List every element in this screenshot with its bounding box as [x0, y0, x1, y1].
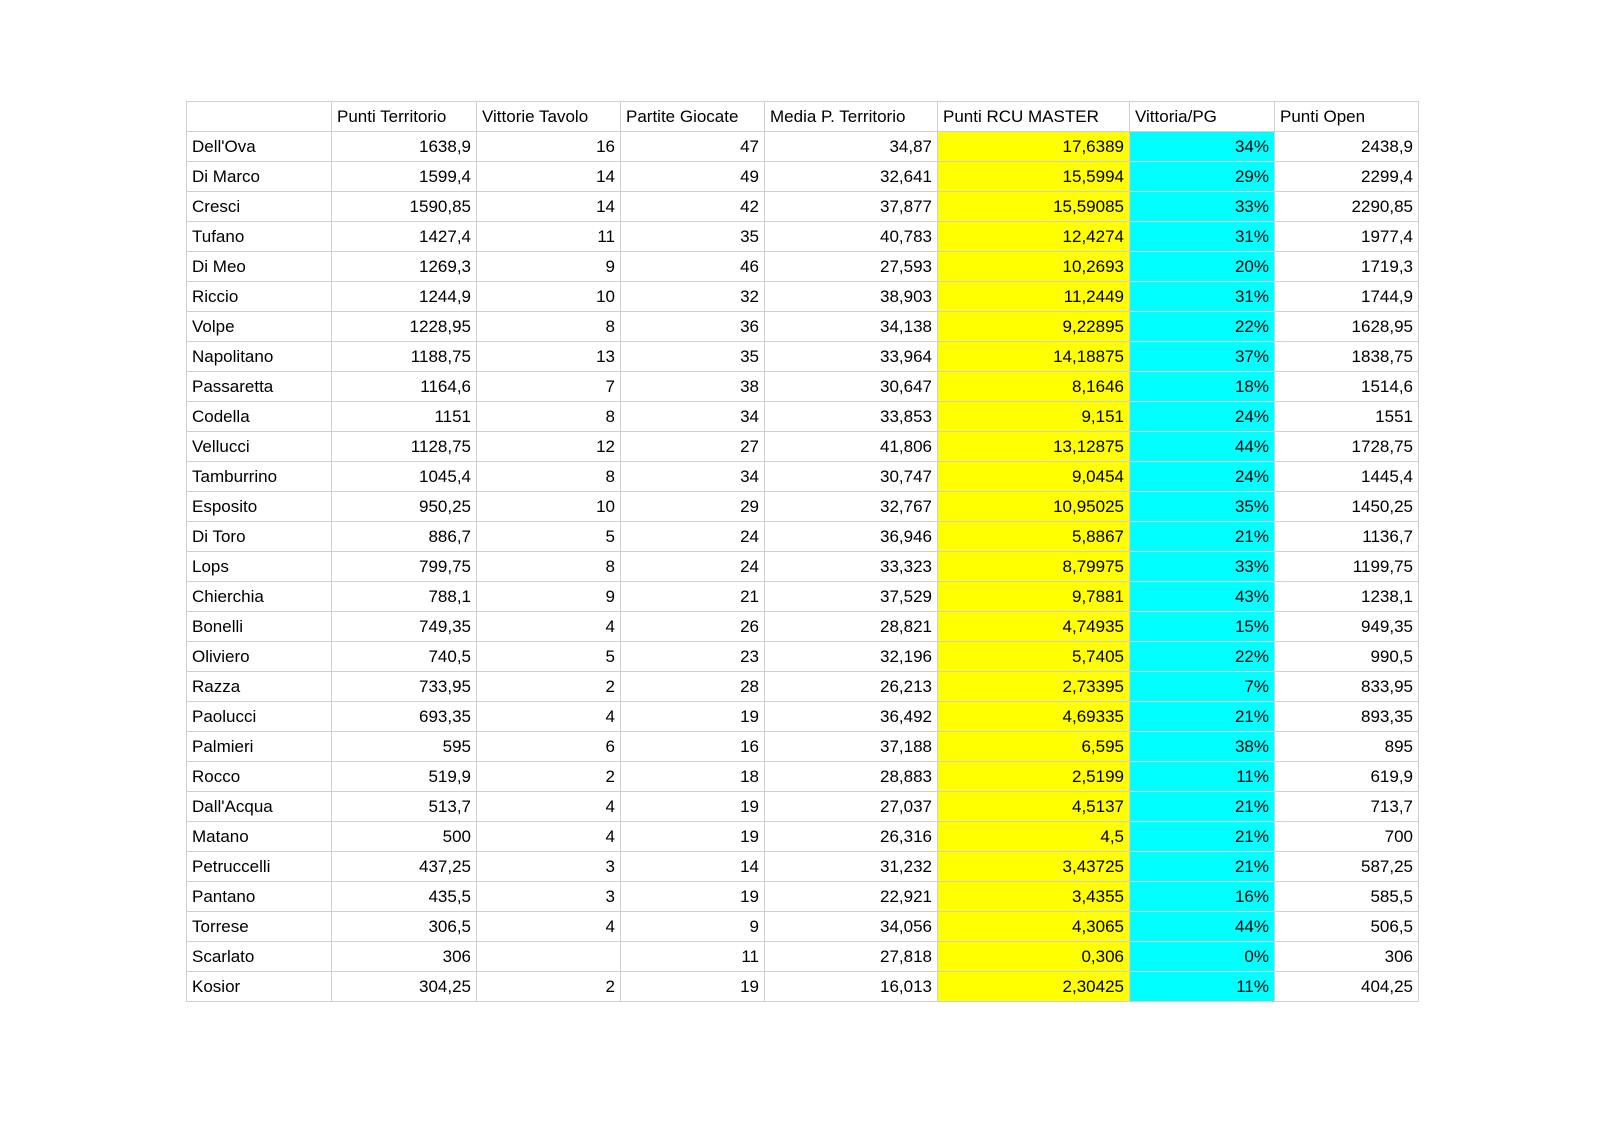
cell-punti-rcu-master[interactable]: 14,18875: [938, 342, 1130, 372]
cell-partite-giocate[interactable]: 42: [621, 192, 765, 222]
cell-media-territorio[interactable]: 32,641: [765, 162, 938, 192]
header-cell-punti-open[interactable]: Punti Open: [1275, 102, 1419, 132]
cell-media-territorio[interactable]: 41,806: [765, 432, 938, 462]
cell-media-territorio[interactable]: 27,818: [765, 942, 938, 972]
cell-punti-rcu-master[interactable]: 4,3065: [938, 912, 1130, 942]
cell-partite-giocate[interactable]: 34: [621, 402, 765, 432]
table-row: [187, 792, 1419, 822]
cell-punti-rcu-master[interactable]: 5,8867: [938, 522, 1130, 552]
cell-punti-territorio[interactable]: 1599,4: [332, 162, 477, 192]
cell-vittorie-tavolo[interactable]: 4: [477, 912, 621, 942]
cell-punti-territorio[interactable]: 1590,85: [332, 192, 477, 222]
cell-punti-territorio[interactable]: 500: [332, 822, 477, 852]
cell-vittoria-pg[interactable]: 31%: [1130, 222, 1275, 252]
cell-partite-giocate[interactable]: 35: [621, 342, 765, 372]
table-row: [187, 312, 1419, 342]
cell-punti-territorio[interactable]: 435,5: [332, 882, 477, 912]
cell-player-name[interactable]: Bonelli: [187, 612, 332, 642]
cell-player-name[interactable]: Chierchia: [187, 582, 332, 612]
header-cell-vittoria-pg[interactable]: Vittoria/PG: [1130, 102, 1275, 132]
cell-vittorie-tavolo[interactable]: 10: [477, 282, 621, 312]
cell-punti-rcu-master[interactable]: 9,22895: [938, 312, 1130, 342]
cell-player-name[interactable]: Scarlato: [187, 942, 332, 972]
cell-punti-rcu-master[interactable]: 4,69335: [938, 702, 1130, 732]
table-row: [187, 612, 1419, 642]
cell-vittorie-tavolo[interactable]: 4: [477, 612, 621, 642]
cell-punti-territorio[interactable]: 693,35: [332, 702, 477, 732]
cell-punti-open[interactable]: 2438,9: [1275, 132, 1419, 162]
cell-player-name[interactable]: Torrese: [187, 912, 332, 942]
cell-partite-giocate[interactable]: 26: [621, 612, 765, 642]
cell-player-name[interactable]: Kosior: [187, 972, 332, 1002]
cell-vittorie-tavolo[interactable]: 2: [477, 762, 621, 792]
cell-partite-giocate[interactable]: 11: [621, 942, 765, 972]
cell-punti-rcu-master[interactable]: 2,73395: [938, 672, 1130, 702]
cell-media-territorio[interactable]: 22,921: [765, 882, 938, 912]
cell-punti-territorio[interactable]: 304,25: [332, 972, 477, 1002]
cell-punti-open[interactable]: 1744,9: [1275, 282, 1419, 312]
cell-punti-territorio[interactable]: 733,95: [332, 672, 477, 702]
cell-punti-territorio[interactable]: 1427,4: [332, 222, 477, 252]
cell-punti-rcu-master[interactable]: 15,5994: [938, 162, 1130, 192]
cell-partite-giocate[interactable]: 18: [621, 762, 765, 792]
cell-player-name[interactable]: Esposito: [187, 492, 332, 522]
cell-vittorie-tavolo[interactable]: 9: [477, 252, 621, 282]
cell-vittoria-pg[interactable]: 16%: [1130, 882, 1275, 912]
cell-punti-territorio[interactable]: 1638,9: [332, 132, 477, 162]
cell-punti-rcu-master[interactable]: 10,2693: [938, 252, 1130, 282]
cell-vittorie-tavolo[interactable]: 6: [477, 732, 621, 762]
table-row: [187, 702, 1419, 732]
table-row: [187, 942, 1419, 972]
cell-player-name[interactable]: Dell'Ova: [187, 132, 332, 162]
table-row: [187, 342, 1419, 372]
cell-punti-open[interactable]: 2290,85: [1275, 192, 1419, 222]
cell-vittorie-tavolo[interactable]: 8: [477, 402, 621, 432]
cell-punti-open[interactable]: 1450,25: [1275, 492, 1419, 522]
cell-punti-open[interactable]: 587,25: [1275, 852, 1419, 882]
cell-player-name[interactable]: Matano: [187, 822, 332, 852]
cell-player-name[interactable]: Cresci: [187, 192, 332, 222]
cell-vittoria-pg[interactable]: 22%: [1130, 312, 1275, 342]
cell-vittorie-tavolo[interactable]: 5: [477, 642, 621, 672]
cell-media-territorio[interactable]: 34,87: [765, 132, 938, 162]
cell-punti-rcu-master[interactable]: 9,7881: [938, 582, 1130, 612]
cell-punti-territorio[interactable]: 1244,9: [332, 282, 477, 312]
cell-partite-giocate[interactable]: 9: [621, 912, 765, 942]
cell-punti-open[interactable]: 2299,4: [1275, 162, 1419, 192]
cell-punti-open[interactable]: 990,5: [1275, 642, 1419, 672]
cell-vittorie-tavolo[interactable]: 12: [477, 432, 621, 462]
cell-punti-rcu-master[interactable]: 2,30425: [938, 972, 1130, 1002]
table-row: [187, 822, 1419, 852]
cell-player-name[interactable]: Napolitano: [187, 342, 332, 372]
cell-vittorie-tavolo[interactable]: 14: [477, 192, 621, 222]
cell-punti-territorio[interactable]: 1045,4: [332, 462, 477, 492]
cell-punti-open[interactable]: 1199,75: [1275, 552, 1419, 582]
cell-punti-open[interactable]: 1514,6: [1275, 372, 1419, 402]
cell-player-name[interactable]: Di Meo: [187, 252, 332, 282]
header-cell-punti-territorio[interactable]: Punti Territorio: [332, 102, 477, 132]
cell-vittoria-pg[interactable]: 22%: [1130, 642, 1275, 672]
cell-punti-open[interactable]: 585,5: [1275, 882, 1419, 912]
cell-media-territorio[interactable]: 26,213: [765, 672, 938, 702]
table-row: [187, 492, 1419, 522]
cell-player-name[interactable]: Riccio: [187, 282, 332, 312]
cell-media-territorio[interactable]: 34,138: [765, 312, 938, 342]
cell-partite-giocate[interactable]: 14: [621, 852, 765, 882]
cell-media-territorio[interactable]: 28,821: [765, 612, 938, 642]
cell-punti-open[interactable]: 1719,3: [1275, 252, 1419, 282]
cell-punti-territorio[interactable]: 1228,95: [332, 312, 477, 342]
cell-partite-giocate[interactable]: 28: [621, 672, 765, 702]
cell-partite-giocate[interactable]: 34: [621, 462, 765, 492]
cell-media-territorio[interactable]: 27,593: [765, 252, 938, 282]
cell-vittoria-pg[interactable]: 11%: [1130, 972, 1275, 1002]
cell-vittorie-tavolo[interactable]: 3: [477, 852, 621, 882]
cell-vittorie-tavolo[interactable]: 4: [477, 822, 621, 852]
cell-partite-giocate[interactable]: 19: [621, 972, 765, 1002]
cell-punti-territorio[interactable]: 1188,75: [332, 342, 477, 372]
cell-media-territorio[interactable]: 26,316: [765, 822, 938, 852]
cell-player-name[interactable]: Tufano: [187, 222, 332, 252]
cell-vittoria-pg[interactable]: 11%: [1130, 762, 1275, 792]
cell-vittoria-pg[interactable]: 24%: [1130, 402, 1275, 432]
cell-player-name[interactable]: Razza: [187, 672, 332, 702]
cell-punti-open[interactable]: 404,25: [1275, 972, 1419, 1002]
cell-punti-open[interactable]: 895: [1275, 732, 1419, 762]
cell-punti-territorio[interactable]: 595: [332, 732, 477, 762]
cell-punti-open[interactable]: 306: [1275, 942, 1419, 972]
cell-punti-rcu-master[interactable]: 2,5199: [938, 762, 1130, 792]
cell-punti-open[interactable]: 1445,4: [1275, 462, 1419, 492]
cell-vittoria-pg[interactable]: 21%: [1130, 522, 1275, 552]
cell-vittorie-tavolo[interactable]: 11: [477, 222, 621, 252]
table-row: [187, 732, 1419, 762]
cell-punti-open[interactable]: 1977,4: [1275, 222, 1419, 252]
cell-player-name[interactable]: Paolucci: [187, 702, 332, 732]
cell-media-territorio[interactable]: 34,056: [765, 912, 938, 942]
cell-punti-territorio[interactable]: 1269,3: [332, 252, 477, 282]
cell-punti-rcu-master[interactable]: 8,1646: [938, 372, 1130, 402]
cell-punti-open[interactable]: 506,5: [1275, 912, 1419, 942]
table-row: [187, 192, 1419, 222]
cell-punti-open[interactable]: 1838,75: [1275, 342, 1419, 372]
cell-punti-open[interactable]: 700: [1275, 822, 1419, 852]
cell-player-name[interactable]: Palmieri: [187, 732, 332, 762]
cell-punti-rcu-master[interactable]: 9,0454: [938, 462, 1130, 492]
table-row: [187, 582, 1419, 612]
cell-vittoria-pg[interactable]: 31%: [1130, 282, 1275, 312]
cell-punti-open[interactable]: 619,9: [1275, 762, 1419, 792]
cell-vittoria-pg[interactable]: 38%: [1130, 732, 1275, 762]
cell-media-territorio[interactable]: 38,903: [765, 282, 938, 312]
cell-media-territorio[interactable]: 16,013: [765, 972, 938, 1002]
cell-punti-rcu-master[interactable]: 13,12875: [938, 432, 1130, 462]
header-cell-media-territorio[interactable]: Media P. Territorio: [765, 102, 938, 132]
cell-vittoria-pg[interactable]: 44%: [1130, 432, 1275, 462]
cell-punti-territorio[interactable]: 306,5: [332, 912, 477, 942]
cell-player-name[interactable]: Rocco: [187, 762, 332, 792]
cell-punti-rcu-master[interactable]: 15,59085: [938, 192, 1130, 222]
cell-vittorie-tavolo[interactable]: 14: [477, 162, 621, 192]
cell-partite-giocate[interactable]: 24: [621, 522, 765, 552]
table-row: [187, 462, 1419, 492]
cell-punti-territorio[interactable]: 437,25: [332, 852, 477, 882]
cell-player-name[interactable]: Lops: [187, 552, 332, 582]
table-row: [187, 432, 1419, 462]
cell-media-territorio[interactable]: 28,883: [765, 762, 938, 792]
cell-vittorie-tavolo[interactable]: 9: [477, 582, 621, 612]
cell-punti-territorio[interactable]: 1151: [332, 402, 477, 432]
cell-partite-giocate[interactable]: 24: [621, 552, 765, 582]
cell-punti-territorio[interactable]: 1128,75: [332, 432, 477, 462]
table-row: [187, 222, 1419, 252]
cell-media-territorio[interactable]: 37,529: [765, 582, 938, 612]
cell-partite-giocate[interactable]: 47: [621, 132, 765, 162]
cell-player-name[interactable]: Passaretta: [187, 372, 332, 402]
cell-punti-rcu-master[interactable]: 3,4355: [938, 882, 1130, 912]
cell-player-name[interactable]: Volpe: [187, 312, 332, 342]
cell-vittoria-pg[interactable]: 24%: [1130, 462, 1275, 492]
cell-vittoria-pg[interactable]: 34%: [1130, 132, 1275, 162]
cell-punti-open[interactable]: 833,95: [1275, 672, 1419, 702]
cell-punti-open[interactable]: 713,7: [1275, 792, 1419, 822]
cell-vittoria-pg[interactable]: 21%: [1130, 792, 1275, 822]
table-row: [187, 762, 1419, 792]
table-row: [187, 372, 1419, 402]
cell-punti-rcu-master[interactable]: 11,2449: [938, 282, 1130, 312]
header-cell-partite-giocate[interactable]: Partite Giocate: [621, 102, 765, 132]
cell-punti-territorio[interactable]: 799,75: [332, 552, 477, 582]
cell-punti-territorio[interactable]: 950,25: [332, 492, 477, 522]
cell-partite-giocate[interactable]: 46: [621, 252, 765, 282]
cell-punti-territorio[interactable]: 749,35: [332, 612, 477, 642]
cell-player-name[interactable]: Petruccelli: [187, 852, 332, 882]
cell-player-name[interactable]: Oliviero: [187, 642, 332, 672]
cell-partite-giocate[interactable]: 36: [621, 312, 765, 342]
cell-punti-rcu-master[interactable]: 5,7405: [938, 642, 1130, 672]
cell-media-territorio[interactable]: 36,492: [765, 702, 938, 732]
cell-media-territorio[interactable]: 30,647: [765, 372, 938, 402]
cell-media-territorio[interactable]: 32,196: [765, 642, 938, 672]
cell-vittoria-pg[interactable]: 44%: [1130, 912, 1275, 942]
table-row: [187, 852, 1419, 882]
header-row: [187, 102, 1419, 132]
table-row: [187, 882, 1419, 912]
cell-partite-giocate[interactable]: 19: [621, 882, 765, 912]
cell-punti-open[interactable]: 949,35: [1275, 612, 1419, 642]
cell-vittoria-pg[interactable]: 33%: [1130, 552, 1275, 582]
cell-partite-giocate[interactable]: 38: [621, 372, 765, 402]
cell-vittoria-pg[interactable]: 21%: [1130, 852, 1275, 882]
table-row: [187, 282, 1419, 312]
header-cell-blank[interactable]: [187, 102, 332, 132]
cell-partite-giocate[interactable]: 21: [621, 582, 765, 612]
cell-punti-rcu-master[interactable]: 10,95025: [938, 492, 1130, 522]
cell-vittorie-tavolo[interactable]: 8: [477, 462, 621, 492]
cell-media-territorio[interactable]: 33,964: [765, 342, 938, 372]
table-row: [187, 252, 1419, 282]
cell-vittorie-tavolo[interactable]: 4: [477, 702, 621, 732]
table-row: [187, 912, 1419, 942]
table-body: [187, 132, 1419, 1002]
cell-punti-open[interactable]: 1551: [1275, 402, 1419, 432]
cell-punti-open[interactable]: 1238,1: [1275, 582, 1419, 612]
cell-punti-open[interactable]: 1136,7: [1275, 522, 1419, 552]
table-row: [187, 642, 1419, 672]
cell-punti-rcu-master[interactable]: 4,5137: [938, 792, 1130, 822]
cell-punti-territorio[interactable]: 1164,6: [332, 372, 477, 402]
cell-partite-giocate[interactable]: 19: [621, 822, 765, 852]
cell-player-name[interactable]: Vellucci: [187, 432, 332, 462]
table-row: [187, 522, 1419, 552]
cell-vittorie-tavolo[interactable]: [477, 942, 621, 972]
cell-vittorie-tavolo[interactable]: 3: [477, 882, 621, 912]
cell-vittoria-pg[interactable]: 37%: [1130, 342, 1275, 372]
header-cell-vittorie-tavolo[interactable]: Vittorie Tavolo: [477, 102, 621, 132]
cell-media-territorio[interactable]: 37,188: [765, 732, 938, 762]
cell-vittoria-pg[interactable]: 43%: [1130, 582, 1275, 612]
cell-media-territorio[interactable]: 32,767: [765, 492, 938, 522]
cell-vittoria-pg[interactable]: 35%: [1130, 492, 1275, 522]
cell-punti-territorio[interactable]: 788,1: [332, 582, 477, 612]
table-row: [187, 552, 1419, 582]
cell-punti-territorio[interactable]: 886,7: [332, 522, 477, 552]
table-row: [187, 132, 1419, 162]
cell-punti-rcu-master[interactable]: 8,79975: [938, 552, 1130, 582]
cell-partite-giocate[interactable]: 19: [621, 702, 765, 732]
cell-punti-rcu-master[interactable]: 17,6389: [938, 132, 1130, 162]
cell-player-name[interactable]: Di Toro: [187, 522, 332, 552]
cell-vittoria-pg[interactable]: 29%: [1130, 162, 1275, 192]
cell-media-territorio[interactable]: 27,037: [765, 792, 938, 822]
cell-player-name[interactable]: Pantano: [187, 882, 332, 912]
cell-partite-giocate[interactable]: 49: [621, 162, 765, 192]
cell-vittorie-tavolo[interactable]: 13: [477, 342, 621, 372]
cell-partite-giocate[interactable]: 23: [621, 642, 765, 672]
cell-media-territorio[interactable]: 33,853: [765, 402, 938, 432]
cell-punti-open[interactable]: 1628,95: [1275, 312, 1419, 342]
table-row: [187, 972, 1419, 1002]
cell-vittoria-pg[interactable]: 7%: [1130, 672, 1275, 702]
cell-media-territorio[interactable]: 37,877: [765, 192, 938, 222]
cell-partite-giocate[interactable]: 19: [621, 792, 765, 822]
cell-partite-giocate[interactable]: 16: [621, 732, 765, 762]
cell-partite-giocate[interactable]: 35: [621, 222, 765, 252]
cell-vittoria-pg[interactable]: 21%: [1130, 822, 1275, 852]
cell-media-territorio[interactable]: 36,946: [765, 522, 938, 552]
spreadsheet-table: [186, 101, 1419, 1002]
cell-punti-territorio[interactable]: 513,7: [332, 792, 477, 822]
cell-media-territorio[interactable]: 33,323: [765, 552, 938, 582]
cell-player-name[interactable]: Di Marco: [187, 162, 332, 192]
cell-punti-territorio[interactable]: 740,5: [332, 642, 477, 672]
cell-punti-open[interactable]: 893,35: [1275, 702, 1419, 732]
cell-vittoria-pg[interactable]: 18%: [1130, 372, 1275, 402]
cell-vittorie-tavolo[interactable]: 10: [477, 492, 621, 522]
cell-vittorie-tavolo[interactable]: 8: [477, 312, 621, 342]
cell-player-name[interactable]: Tamburrino: [187, 462, 332, 492]
cell-punti-open[interactable]: 1728,75: [1275, 432, 1419, 462]
cell-media-territorio[interactable]: 30,747: [765, 462, 938, 492]
cell-vittoria-pg[interactable]: 33%: [1130, 192, 1275, 222]
cell-vittorie-tavolo[interactable]: 8: [477, 552, 621, 582]
table-row: [187, 162, 1419, 192]
cell-punti-rcu-master[interactable]: 4,74935: [938, 612, 1130, 642]
cell-punti-territorio[interactable]: 306: [332, 942, 477, 972]
cell-media-territorio[interactable]: 31,232: [765, 852, 938, 882]
cell-media-territorio[interactable]: 40,783: [765, 222, 938, 252]
cell-partite-giocate[interactable]: 32: [621, 282, 765, 312]
header-cell-punti-rcu-master[interactable]: Punti RCU MASTER: [938, 102, 1130, 132]
cell-player-name[interactable]: Dall'Acqua: [187, 792, 332, 822]
table-row: [187, 402, 1419, 432]
cell-punti-rcu-master[interactable]: 9,151: [938, 402, 1130, 432]
cell-player-name[interactable]: Codella: [187, 402, 332, 432]
cell-vittoria-pg[interactable]: 21%: [1130, 702, 1275, 732]
cell-vittorie-tavolo[interactable]: 16: [477, 132, 621, 162]
cell-vittoria-pg[interactable]: 20%: [1130, 252, 1275, 282]
cell-vittoria-pg[interactable]: 15%: [1130, 612, 1275, 642]
cell-partite-giocate[interactable]: 27: [621, 432, 765, 462]
cell-vittoria-pg[interactable]: 0%: [1130, 942, 1275, 972]
cell-punti-rcu-master[interactable]: 12,4274: [938, 222, 1130, 252]
cell-punti-rcu-master[interactable]: 4,5: [938, 822, 1130, 852]
cell-punti-territorio[interactable]: 519,9: [332, 762, 477, 792]
cell-punti-rcu-master[interactable]: 0,306: [938, 942, 1130, 972]
cell-vittorie-tavolo[interactable]: 2: [477, 672, 621, 702]
cell-vittorie-tavolo[interactable]: 2: [477, 972, 621, 1002]
cell-vittorie-tavolo[interactable]: 7: [477, 372, 621, 402]
table-row: [187, 672, 1419, 702]
cell-punti-rcu-master[interactable]: 3,43725: [938, 852, 1130, 882]
cell-punti-rcu-master[interactable]: 6,595: [938, 732, 1130, 762]
cell-vittorie-tavolo[interactable]: 4: [477, 792, 621, 822]
cell-partite-giocate[interactable]: 29: [621, 492, 765, 522]
cell-vittorie-tavolo[interactable]: 5: [477, 522, 621, 552]
